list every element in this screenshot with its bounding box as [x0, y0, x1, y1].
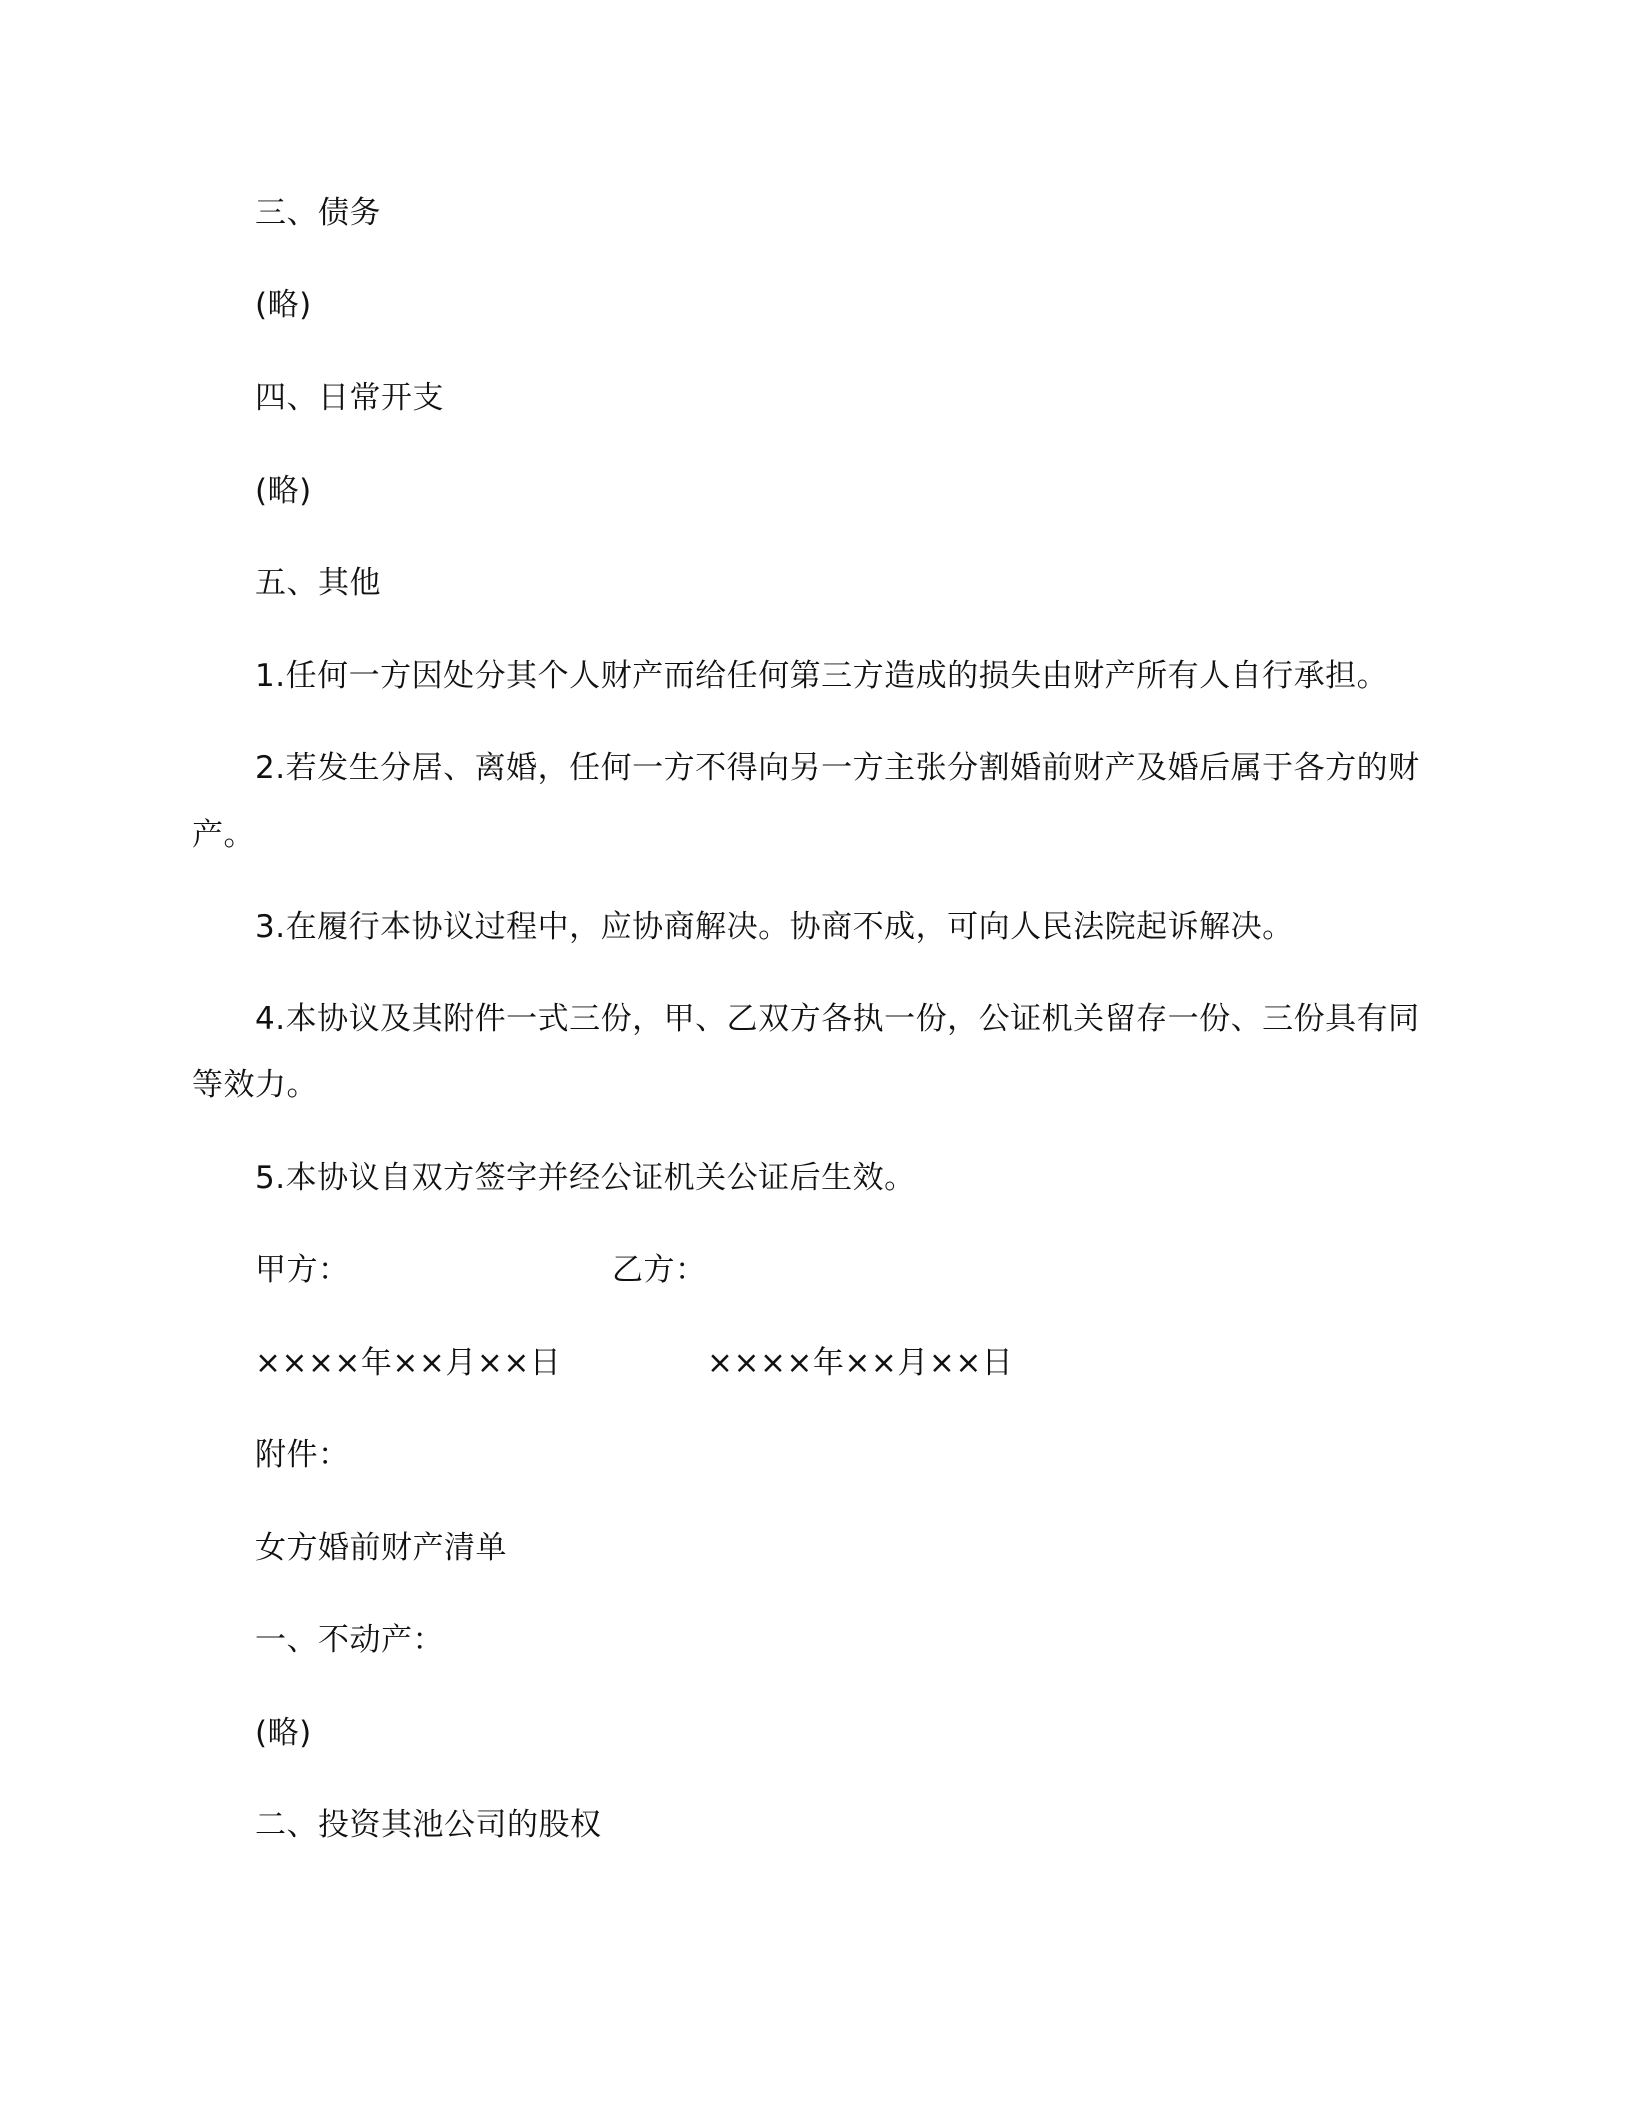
clause-4-line-2: 等效力。 [192, 1067, 318, 1103]
debts-heading: 三、债务 [255, 195, 381, 231]
clause-5: 5.本协议自双方签字并经公证机关公证后生效。 [255, 1160, 916, 1196]
debts-body: (略) [255, 287, 312, 323]
attachment-label: 附件： [255, 1437, 350, 1473]
daily-expenses-heading: 四、日常开支 [255, 380, 444, 416]
equity-heading: 二、投资其池公司的股权 [255, 1807, 602, 1843]
clause-3: 3.在履行本协议过程中，应协商解决。协商不成，可向人民法院起诉解决。 [255, 909, 1294, 945]
party-a-label: 甲方： [255, 1252, 350, 1288]
clause-2-line-1: 2.若发生分居、离婚，任何一方不得向另一方主张分割婚前财产及婚后属于各方的财 [255, 750, 1420, 786]
attachment-title: 女方婚前财产清单 [255, 1530, 507, 1566]
clause-1: 1.任何一方因处分其个人财产而给任何第三方造成的损失由财产所有人自行承担。 [255, 658, 1389, 694]
party-b-label: 乙方： [612, 1252, 707, 1288]
real-estate-heading: 一、不动产： [255, 1622, 444, 1658]
party-b-date: ××××年××月××日 [707, 1345, 1014, 1381]
daily-expenses-body: (略) [255, 473, 312, 509]
party-a-date: ××××年××月××日 [255, 1345, 562, 1381]
clause-2-line-2: 产。 [192, 817, 255, 853]
clause-4-line-1: 4.本协议及其附件一式三份，甲、乙双方各执一份，公证机关留存一份、三份具有同 [255, 1001, 1420, 1037]
other-heading: 五、其他 [255, 565, 381, 601]
real-estate-body: (略) [255, 1715, 312, 1751]
